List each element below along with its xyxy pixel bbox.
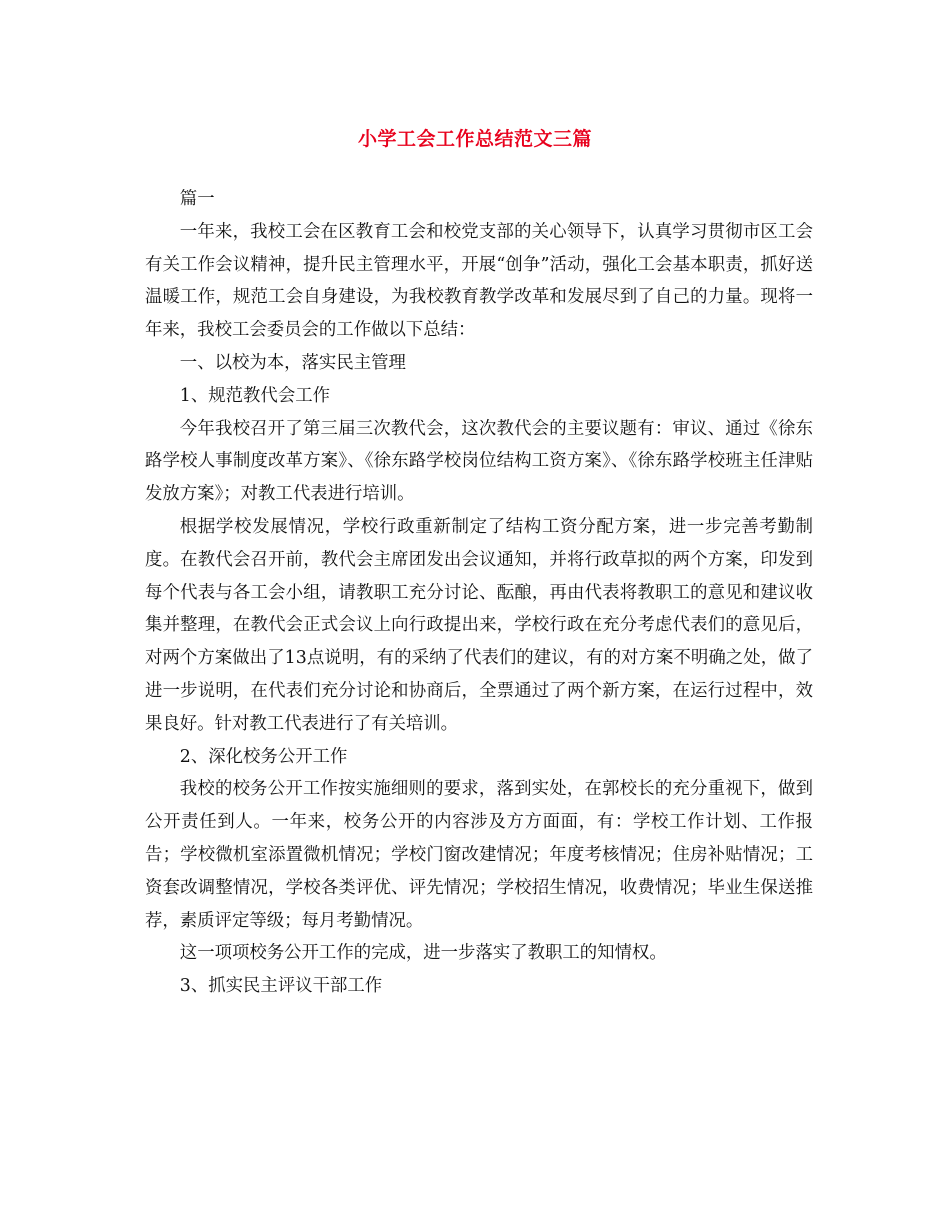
paragraph: 今年我校召开了第三届三次教代会，这次教代会的主要议题有：审议、通过《徐东路学校人事制度改革方案》、《徐东路学校岗位结构工资方案》、《徐东路学校班主任津贴发放方案》；对教工代表进行培训。 [145, 418, 813, 505]
paragraph: 这一项项校务公开工作的完成，进一步落实了教职工的知情权。 [179, 943, 667, 964]
section-heading: 一、以校为本，落实民主管理 [179, 352, 406, 373]
subsection-heading: 1、规范教代会工作 [179, 385, 330, 406]
paragraph: 一年来，我校工会在区教育工会和校党支部的关心领导下，认真学习贯彻市区工会有关工作会议精神，提升民主管理水平，开展“创争”活动，强化工会基本职责，抓好送温暖工作，规范工会自身建设，为我校教育教学改革和发展尽到了自己的力量。现将一年来，我校工会委员会的工作做以下总结： [145, 221, 813, 341]
paragraph: 我校的校务公开工作按实施细则的要求，落到实处，在郭校长的充分重视下，做到公开责任到人。一年来，校务公开的内容涉及方方面面，有：学校工作计划、工作报告；学校微机室添置微机情况；学校门窗改建情况；年度考核情况；住房补贴情况；工资套改调整情况，学校各类评优、评先情况；学校招生情况，收费情况；毕业生保送推荐，素质评定等级；每月考勤情况。 [145, 779, 813, 931]
section-label: 篇一 [179, 189, 215, 209]
paragraph: 根据学校发展情况，学校行政重新制定了结构工资分配方案，进一步完善考勤制度。在教代会召开前，教代会主席团发出会议通知，并将行政草拟的两个方案，印发到每个代表与各工会小组，请教职工充分讨论、酝酿，再由代表将教职工的意见和建议收集并整理，在教代会正式会议上向行政提出来，学校行政在充分考虑代表们的意见后，对两个方案做出了13点说明，有的采纳了代表们的建议，有的对方案不明确之处，做了进一步说明，在代表们充分讨论和协商后，全票通过了两个新方案，在运行过程中，效果良好。针对教工代表进行了有关培训。 [145, 516, 813, 734]
subsection-heading: 2、深化校务公开工作 [179, 746, 348, 767]
document-body [145, 183, 813, 1003]
subsection-heading: 3、抓实民主评议干部工作 [179, 976, 383, 997]
document-title: 小学工会工作总结范文三篇 [357, 128, 592, 150]
